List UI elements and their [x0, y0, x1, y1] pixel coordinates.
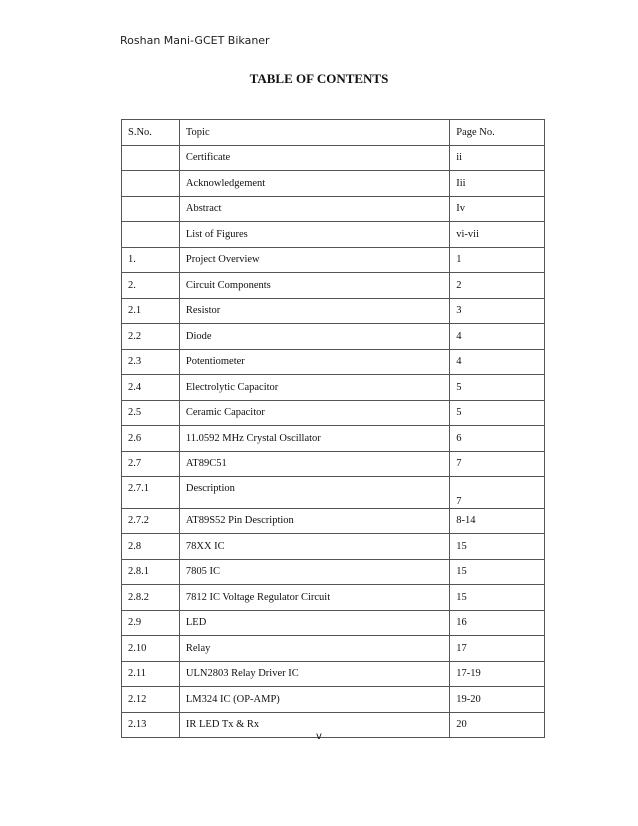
row-topic: LED: [179, 610, 449, 636]
table-row: [122, 585, 545, 611]
row-topic: ULN2803 Relay Driver IC: [179, 661, 449, 687]
row-topic: Electrolytic Capacitor: [179, 375, 449, 401]
row-sno: 2.7.1: [122, 477, 180, 509]
row-sno: 2.: [122, 273, 180, 299]
row-page: Iv: [450, 196, 545, 222]
row-topic: Potentiometer: [179, 349, 449, 375]
table-row: [122, 171, 545, 197]
row-sno: 1.: [122, 247, 180, 273]
contents-table-body: [122, 145, 545, 738]
row-page: 7: [450, 477, 545, 509]
row-page: 5: [450, 400, 545, 426]
table-header-row: [122, 120, 545, 146]
row-topic: Diode: [179, 324, 449, 350]
row-page: 4: [450, 349, 545, 375]
row-topic: Ceramic Capacitor: [179, 400, 449, 426]
row-topic: Certificate: [179, 145, 449, 171]
table-row: [122, 508, 545, 534]
row-page: 5: [450, 375, 545, 401]
row-page: 16: [450, 610, 545, 636]
row-sno: 2.3: [122, 349, 180, 375]
row-page: ii: [450, 145, 545, 171]
table-row: [122, 196, 545, 222]
row-topic: Relay: [179, 636, 449, 662]
table-row: [122, 559, 545, 585]
table-row: [122, 298, 545, 324]
row-page: 15: [450, 559, 545, 585]
row-topic: AT89S52 Pin Description: [179, 508, 449, 534]
table-row: [122, 222, 545, 248]
row-page: 19-20: [450, 687, 545, 713]
column-header-page: Page No.: [450, 120, 545, 146]
row-sno: 2.2: [122, 324, 180, 350]
row-page: 1: [450, 247, 545, 273]
row-page: 7: [450, 451, 545, 477]
row-page: 6: [450, 426, 545, 452]
table-row: [122, 687, 545, 713]
table-row: [122, 145, 545, 171]
row-page: 15: [450, 534, 545, 560]
row-page: 8-14: [450, 508, 545, 534]
row-page: vi-vii: [450, 222, 545, 248]
row-sno: [122, 171, 180, 197]
row-sno: 2.13: [122, 712, 180, 738]
table-row: [122, 610, 545, 636]
row-page: 2: [450, 273, 545, 299]
row-sno: 2.12: [122, 687, 180, 713]
row-page: 17: [450, 636, 545, 662]
row-sno: 2.10: [122, 636, 180, 662]
row-topic: Resistor: [179, 298, 449, 324]
row-topic: LM324 IC (OP-AMP): [179, 687, 449, 713]
table-row: [122, 451, 545, 477]
table-row: [122, 400, 545, 426]
row-sno: 2.1: [122, 298, 180, 324]
column-header-sno: S.No.: [122, 120, 180, 146]
table-row: [122, 349, 545, 375]
row-sno: 2.8.1: [122, 559, 180, 585]
table-row: [122, 273, 545, 299]
row-topic: Circuit Components: [179, 273, 449, 299]
row-topic: Acknowledgement: [179, 171, 449, 197]
table-row: [122, 375, 545, 401]
row-sno: 2.6: [122, 426, 180, 452]
row-page: 20: [450, 712, 545, 738]
row-sno: 2.4: [122, 375, 180, 401]
row-sno: 2.11: [122, 661, 180, 687]
table-row: [122, 534, 545, 560]
row-topic: 7805 IC: [179, 559, 449, 585]
row-topic: List of Figures: [179, 222, 449, 248]
row-sno: 2.8.2: [122, 585, 180, 611]
row-sno: 2.8: [122, 534, 180, 560]
row-topic: AT89C51: [179, 451, 449, 477]
table-row: [122, 247, 545, 273]
row-topic: IR LED Tx & Rx: [179, 712, 449, 738]
row-topic: 7812 IC Voltage Regulator Circuit: [179, 585, 449, 611]
row-page: 17-19: [450, 661, 545, 687]
row-sno: 2.9: [122, 610, 180, 636]
page-title: TABLE OF CONTENTS: [249, 71, 389, 86]
column-header-topic: Topic: [179, 120, 449, 146]
row-topic: Description: [179, 477, 449, 509]
row-page: Iii: [450, 171, 545, 197]
contents-table: [121, 119, 545, 738]
table-row: [122, 661, 545, 687]
row-topic: Project Overview: [179, 247, 449, 273]
row-sno: 2.5: [122, 400, 180, 426]
row-page: 15: [450, 585, 545, 611]
row-topic: 11.0592 MHz Crystal Oscillator: [179, 426, 449, 452]
table-row: [122, 324, 545, 350]
page-number: v: [316, 731, 322, 742]
row-sno: 2.7.2: [122, 508, 180, 534]
row-sno: [122, 222, 180, 248]
row-sno: [122, 196, 180, 222]
row-topic: 78XX IC: [179, 534, 449, 560]
running-header: Roshan Mani-GCET Bikaner: [120, 34, 270, 47]
row-page: 4: [450, 324, 545, 350]
row-topic: Abstract: [179, 196, 449, 222]
table-row: [122, 636, 545, 662]
row-page: 3: [450, 298, 545, 324]
row-sno: 2.7: [122, 451, 180, 477]
table-row: [122, 477, 545, 509]
row-sno: [122, 145, 180, 171]
table-row: [122, 426, 545, 452]
